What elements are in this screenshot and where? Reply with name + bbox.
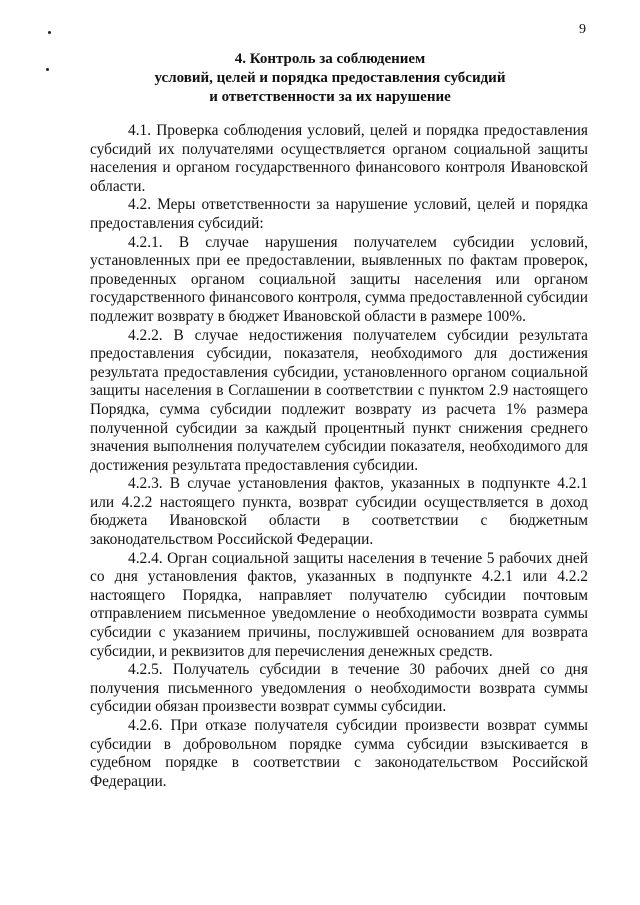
scan-speck <box>48 31 51 34</box>
clause-4-2-1: 4.2.1. В случае нарушения получателем субсидии условий, установленных при ее предоставлении, выявленных по фактам проверок, проведенных органом социальной защиты населения или органом государственного финансового контроля, сумма предоставленной субсидии подлежит возврату в бюджет Ивановской области в размере 100%. <box>90 233 588 325</box>
section-title-line: и ответственности за их нарушение <box>209 89 451 105</box>
clause-4-2: 4.2. Меры ответственности за нарушение условий, целей и порядка предоставления субсидий: <box>90 196 588 232</box>
section-heading <box>100 50 560 107</box>
clause-4-2-4: 4.2.4. Орган социальной защиты населения в течение 5 рабочих дней со дня установления фактов, указанных в подпункте 4.2.1 или 4.2.2 настоящего Порядка, направляет получателю субсидии почтовым отправлением письменное уведомление о необходимости возврата суммы субсидии с указанием причины, послужившей основанием для возврата субсидии, и реквизитов для перечисления денежных средств. <box>90 549 588 660</box>
section-title-line: условий, целей и порядка предоставления субсидий <box>154 70 506 86</box>
clause-4-2-2: 4.2.2. В случае недостижения получателем субсидии результата предоставления субсидии, показателя, необходимого для достижения результата предоставления субсидии, установленного органом социальной защиты населения в Соглашении в соответствии с пунктом 2.9 настоящего Порядка, сумма субсидии подлежит возврату из расчета 1% размера полученной субсидии за каждый процентный пункт снижения среднего значения выполнения получателем субсидии показателя, необходимого для достижения результата предоставления субсидии. <box>90 326 588 474</box>
clause-4-2-3: 4.2.3. В случае установления фактов, указанных в подпункте 4.2.1 или 4.2.2 настоящего пункта, возврат субсидии осуществляется в доход бюджета Ивановской области в соответствии с бюджетным законодательством Российской Федерации. <box>90 475 588 549</box>
section-title-line: 4. Контроль за соблюдением <box>234 51 426 67</box>
scan-speck <box>46 68 49 71</box>
clause-4-2-5: 4.2.5. Получатель субсидии в течение 30 рабочих дней со дня получения письменного уведомления о необходимости возврата суммы субсидии обязан произвести возврат суммы субсидии. <box>90 661 588 716</box>
page-number: 9 <box>579 22 586 37</box>
clause-4-1: 4.1. Проверка соблюдения условий, целей и порядка предоставления субсидий их получателями осуществляется органом социальной защиты населения и органом государственного финансового контроля Ивановской области. <box>90 122 588 195</box>
clause-4-2-6: 4.2.6. При отказе получателя субсидии произвести возврат суммы субсидии в добровольном порядке сумма субсидии взыскивается в судебном порядке в соответствии с законодательством Российской Федерации. <box>90 717 588 790</box>
section-body <box>90 122 588 791</box>
